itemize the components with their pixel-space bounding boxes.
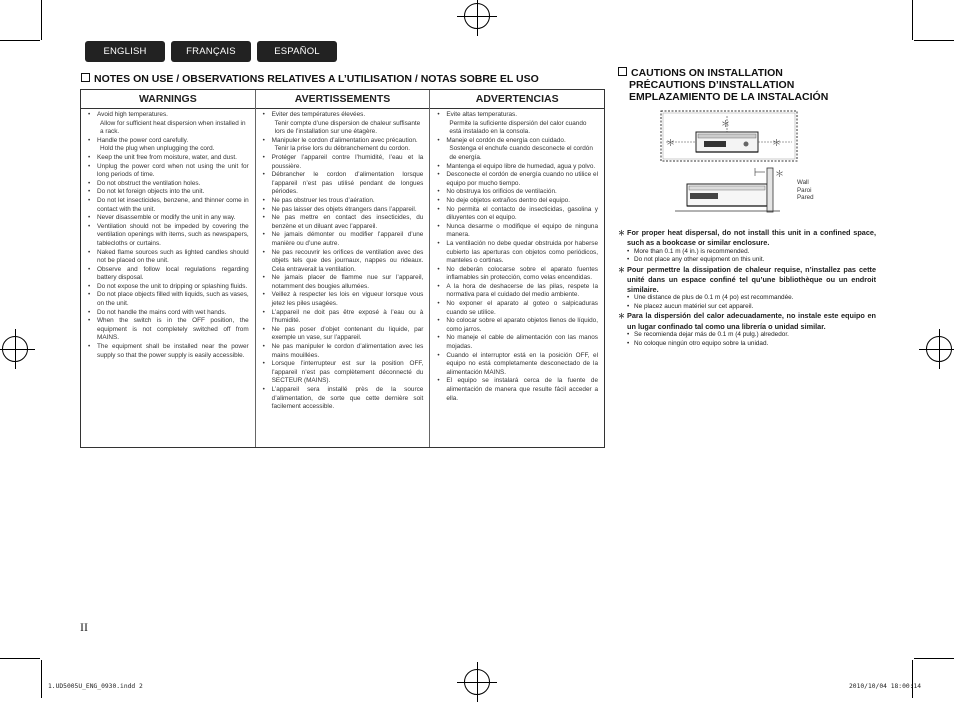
warning-item xyxy=(88,223,249,249)
warning-item xyxy=(437,317,598,334)
installation-note-heading xyxy=(618,311,876,331)
marker-label: ＊ xyxy=(772,138,782,148)
wall-label: Pared xyxy=(797,194,814,201)
warnings-list xyxy=(81,109,255,360)
footer-filename: 1.UD5005U_ENG_0930.indd 2 xyxy=(48,683,143,690)
warning-subtext: Tenir compte d’une dispersion de chaleur suffisante lors de l’installation sur une étagère. xyxy=(274,119,421,136)
warning-text: Handle the power cord carefully. xyxy=(97,136,189,144)
warning-item xyxy=(88,180,249,189)
warning-item xyxy=(88,214,249,223)
warning-subtext: Allow for sufficient heat dispersion when installed in a rack. xyxy=(100,119,246,136)
warning-text: No maneje el cable de alimentación con las manos mojadas. xyxy=(446,334,599,351)
warning-text: Do not expose the unit to dripping or splashing fluids. xyxy=(97,282,248,290)
warning-item xyxy=(263,206,424,215)
installation-note-text: For proper heat dispersal, do not install this unit in a confined space, such as a bookcase or similar enclosure. xyxy=(627,228,876,248)
warning-item xyxy=(437,283,598,300)
warning-item xyxy=(437,334,598,351)
warning-text: Mantenga el equipo libre de humedad, agua y polvo. xyxy=(446,162,596,170)
warning-text: Ne pas obstruer les trous d’aération. xyxy=(271,196,375,204)
warning-text: Do not handle the mains cord with wet hands. xyxy=(97,308,227,316)
warning-text: Desconecte el cordón de energía cuando no utilice el equipo por mucho tiempo. xyxy=(446,171,599,187)
warning-text: Eviter des températures élevées. xyxy=(271,111,366,118)
language-tabs xyxy=(85,41,337,62)
marker-label: ＊ xyxy=(721,119,731,129)
warning-item xyxy=(437,352,598,378)
crop-mark xyxy=(41,660,42,698)
warning-subtext: Tenir la prise lors du débranchement du cordon. xyxy=(274,145,411,153)
warning-text: Do not obstruct the ventilation holes. xyxy=(97,179,201,187)
warning-text: Ventilation should not be impeded by covering the ventilation openings with items, such as newspapers, tablecloths or curtains. xyxy=(97,222,249,247)
installation-note-bullet: • More than 0.1 m (4 in.) is recommended. xyxy=(618,248,876,257)
advertencias-column xyxy=(430,90,604,447)
warning-subtext: Permite la suficiente dispersión del calor cuando está instalado en la consola. xyxy=(449,119,587,136)
warning-text: Cuando el interruptor está en la posición OFF, el equipo no está completamente desconectado de la alimentación MAINS. xyxy=(446,351,599,376)
warnings-column xyxy=(81,90,256,447)
installation-title-es: EMPLAZAMIENTO DE LA INSTALACIÓN xyxy=(629,91,829,103)
installation-note-bullet: • Do not place any other equipment on this unit. xyxy=(618,256,876,265)
installation-note-heading xyxy=(618,265,876,294)
warning-text: No obstruya los orificios de ventilación. xyxy=(446,188,557,196)
warning-item xyxy=(88,197,249,214)
crop-mark xyxy=(41,0,42,40)
warning-item xyxy=(263,197,424,206)
warning-item xyxy=(437,300,598,317)
tab-francais: FRANÇAIS xyxy=(171,41,251,62)
crop-mark xyxy=(0,40,40,41)
registration-mark xyxy=(464,3,490,29)
warning-text: Manipuler le cordon d’alimentation avec précaution. xyxy=(271,136,418,144)
warning-text: No exponer el aparato al goteo o salpicaduras cuando se utilice. xyxy=(446,300,599,316)
warning-text: No permita el contacto de insecticidas, gasolina y diluyentes con el equipo. xyxy=(446,205,599,222)
warning-text: Unplug the power cord when not using the unit for long periods of time. xyxy=(97,162,249,179)
warning-text: Do not place objects filled with liquids, such as vases, on the unit. xyxy=(97,291,249,308)
warning-text: No deje objetos extraños dentro del equipo. xyxy=(446,196,570,204)
asterisk-icon: ＊ xyxy=(618,267,625,274)
page-number: II xyxy=(80,620,88,634)
warning-item xyxy=(263,214,424,231)
warning-text: Veillez à respecter les lois en vigueur lorsque vous jetez les piles usagées. xyxy=(271,291,424,308)
warning-text: Ne jamais placer de flamme nue sur l’appareil, notamment des bougies allumées. xyxy=(271,274,424,290)
warning-text: Do not let insecticides, benzene, and thinner come in contact with the unit. xyxy=(97,196,249,213)
warning-text: Evite altas temperaturas. xyxy=(446,111,518,118)
warning-item xyxy=(88,266,249,283)
warning-item xyxy=(263,171,424,197)
registration-mark xyxy=(926,336,952,362)
warning-item xyxy=(263,309,424,326)
column-header: ADVERTENCIAS xyxy=(430,90,604,109)
warning-item xyxy=(88,188,249,197)
warning-text: Keep the unit free from moisture, water, and dust. xyxy=(97,153,237,161)
crop-mark xyxy=(914,40,954,41)
wall-label: Wall xyxy=(797,179,809,186)
wall-labels xyxy=(797,179,814,202)
warning-item xyxy=(263,386,424,412)
warning-item xyxy=(88,137,249,154)
warning-item xyxy=(88,343,249,360)
warning-text: A la hora de deshacerse de las pilas, respete la normativa para el cuidado del medio ambiente. xyxy=(446,282,599,299)
warning-item xyxy=(263,326,424,343)
warning-text: El equipo se instalará cerca de la fuente de alimentación de manera que resulte fácil acceder a ella. xyxy=(446,377,599,402)
warning-item xyxy=(88,111,249,137)
warning-item xyxy=(263,360,424,386)
warning-text: La ventilación no debe quedar obstruida por haberse cubierto las aperturas con objetos como periódicos, manteles o cortinas. xyxy=(446,239,599,265)
checkbox-square-icon xyxy=(81,73,90,82)
warning-text: No deberán colocarse sobre el aparato fuentes inflamables sin protección, como velas encendidas. xyxy=(446,265,599,282)
warning-item xyxy=(437,223,598,240)
checkbox-square-icon xyxy=(618,67,627,76)
warning-text: Never disassemble or modify the unit in any way. xyxy=(97,214,236,222)
warning-text: Lorsque l’interrupteur est sur la position OFF, l’appareil n’est pas complètement déconnecté du SECTEUR (MAINS). xyxy=(271,360,424,385)
installation-title-en: CAUTIONS ON INSTALLATION xyxy=(631,67,783,79)
warning-item xyxy=(263,137,424,154)
warning-item xyxy=(88,163,249,180)
warning-text: Ne jamais démonter ou modifier l’appareil d’une manière ou d’une autre. xyxy=(271,231,424,247)
warning-item xyxy=(437,266,598,283)
footer-timestamp: 2010/10/04 18:00:14 xyxy=(849,683,922,690)
installation-note-bullet: • Ne placez aucun matériel sur cet appareil. xyxy=(618,303,876,312)
warning-text: L’appareil ne doit pas être exposé à l’eau ou à l’humidité. xyxy=(271,308,424,325)
warning-item xyxy=(263,274,424,291)
warning-item xyxy=(263,249,424,275)
warning-item xyxy=(437,171,598,188)
tab-espanol: ESPAÑOL xyxy=(257,41,337,62)
crop-mark xyxy=(0,658,40,659)
warning-item xyxy=(88,249,249,266)
installation-notes xyxy=(618,228,876,348)
warning-item xyxy=(437,197,598,206)
registration-mark xyxy=(2,336,28,362)
warning-text: Observe and follow local regulations regarding battery disposal. xyxy=(97,265,249,282)
installation-section-title xyxy=(618,67,828,103)
crop-mark xyxy=(912,0,913,40)
warning-item xyxy=(263,291,424,308)
installation-note-text: Para la dispersión del calor adecuadamente, no instale este equipo en un lugar confinado tal como una librería o unidad similar. xyxy=(627,311,876,331)
installation-title-fr: PRÉCAUTIONS D’INSTALLATION xyxy=(629,79,795,91)
warnings-table xyxy=(80,89,605,448)
warning-text: Ne pas poser d’objet contenant du liquide, par exemple un vase, sur l’appareil. xyxy=(271,325,424,342)
avertissements-list xyxy=(256,109,430,412)
warning-text: Ne pas laisser des objets étrangers dans l’appareil. xyxy=(271,205,417,213)
installation-diagram xyxy=(660,110,814,216)
warning-subtext: Hold the plug when unplugging the cord. xyxy=(100,145,215,153)
warning-item xyxy=(88,317,249,343)
warning-text: The equipment shall be installed near the power supply so that the power supply is easily accessible. xyxy=(97,343,249,359)
asterisk-icon: ＊ xyxy=(618,313,625,321)
warning-item xyxy=(263,343,424,360)
tab-english: ENGLISH xyxy=(85,41,165,62)
installation-note-bullet: • Une distance de plus de 0.1 m (4 po) est recommandée. xyxy=(618,294,876,303)
warning-item xyxy=(88,291,249,308)
notes-title-text: NOTES ON USE / OBSERVATIONS RELATIVES A L’UTILISATION / NOTAS SOBRE EL USO xyxy=(94,73,539,85)
registration-mark xyxy=(464,669,490,695)
warning-item xyxy=(437,377,598,403)
crop-mark xyxy=(914,658,954,659)
installation-note-text: Pour permettre la dissipation de chaleur requise, n’installez pas cette unité dans un espace confiné tel qu’une bibliothèque ou un endroit similaire. xyxy=(627,265,876,294)
warning-text: Protéger l’appareil contre l’humidité, l’eau et la poussière. xyxy=(271,153,424,170)
warning-item xyxy=(263,231,424,248)
warning-text: L’appareil sera installé près de la source d’alimentation, de sorte que cette dernière soit facilement accessible. xyxy=(271,386,424,411)
warning-text: When the switch is in the OFF position, the equipment is not completely switched off from MAINS. xyxy=(97,317,249,342)
asterisk-icon: ＊ xyxy=(618,230,625,237)
warning-text: Do not let foreign objects into the unit. xyxy=(97,188,205,196)
warning-text: Naked flame sources such as lighted candles should not be placed on the unit. xyxy=(97,248,249,265)
warning-text: Débrancher le cordon d’alimentation lorsque l’appareil n’est pas utilisé pendant de longues périodes. xyxy=(271,171,424,196)
warning-item xyxy=(437,163,598,172)
column-header: AVERTISSEMENTS xyxy=(256,90,430,109)
avertissements-column xyxy=(256,90,431,447)
warning-item xyxy=(88,309,249,318)
crop-mark xyxy=(912,660,913,698)
warning-text: Avoid high temperatures. xyxy=(97,111,168,118)
warning-item xyxy=(437,240,598,266)
warning-item xyxy=(437,188,598,197)
installation-note-heading xyxy=(618,228,876,248)
warning-text: No colocar sobre el aparato objetos llenos de líquido, como jarros. xyxy=(446,317,599,333)
advertencias-list xyxy=(430,109,604,403)
notes-section-title xyxy=(81,73,539,85)
warning-text: Ne pas recouvrir les orifices de ventilation avec des objets tels que des journaux, nappes ou rideaux. Cela entraverait la ventilation. xyxy=(271,248,424,273)
warning-subtext: Sostenga el enchufe cuando desconecte el cordón de energía. xyxy=(449,145,593,161)
installation-note-bullet: • No coloque ningún otro equipo sobre la unidad. xyxy=(618,340,876,349)
warning-text: Nunca desarme o modifique el equipo de ninguna manera. xyxy=(446,222,599,239)
column-header: WARNINGS xyxy=(81,90,255,109)
warning-item xyxy=(437,111,598,137)
warning-item xyxy=(437,137,598,163)
warning-item xyxy=(437,206,598,223)
warning-text: Maneje el cordón de energía con cuidado. xyxy=(446,136,566,144)
warning-item xyxy=(263,111,424,137)
marker-label: ＊ xyxy=(666,138,676,148)
warning-text: Ne pas mettre en contact des insecticides, du benzène et un diluant avec l’appareil. xyxy=(271,214,424,230)
installation-note-bullet: • Se recomienda dejar más de 0.1 m (4 pulg.) alrededor. xyxy=(618,331,876,340)
marker-label: ＊ xyxy=(775,169,785,179)
wall-label: Paroi xyxy=(797,186,812,194)
warning-item xyxy=(88,154,249,163)
warning-item xyxy=(88,283,249,292)
warning-text: Ne pas manipuler le cordon d’alimentation avec les mains mouillées. xyxy=(271,343,424,359)
warning-item xyxy=(263,154,424,171)
